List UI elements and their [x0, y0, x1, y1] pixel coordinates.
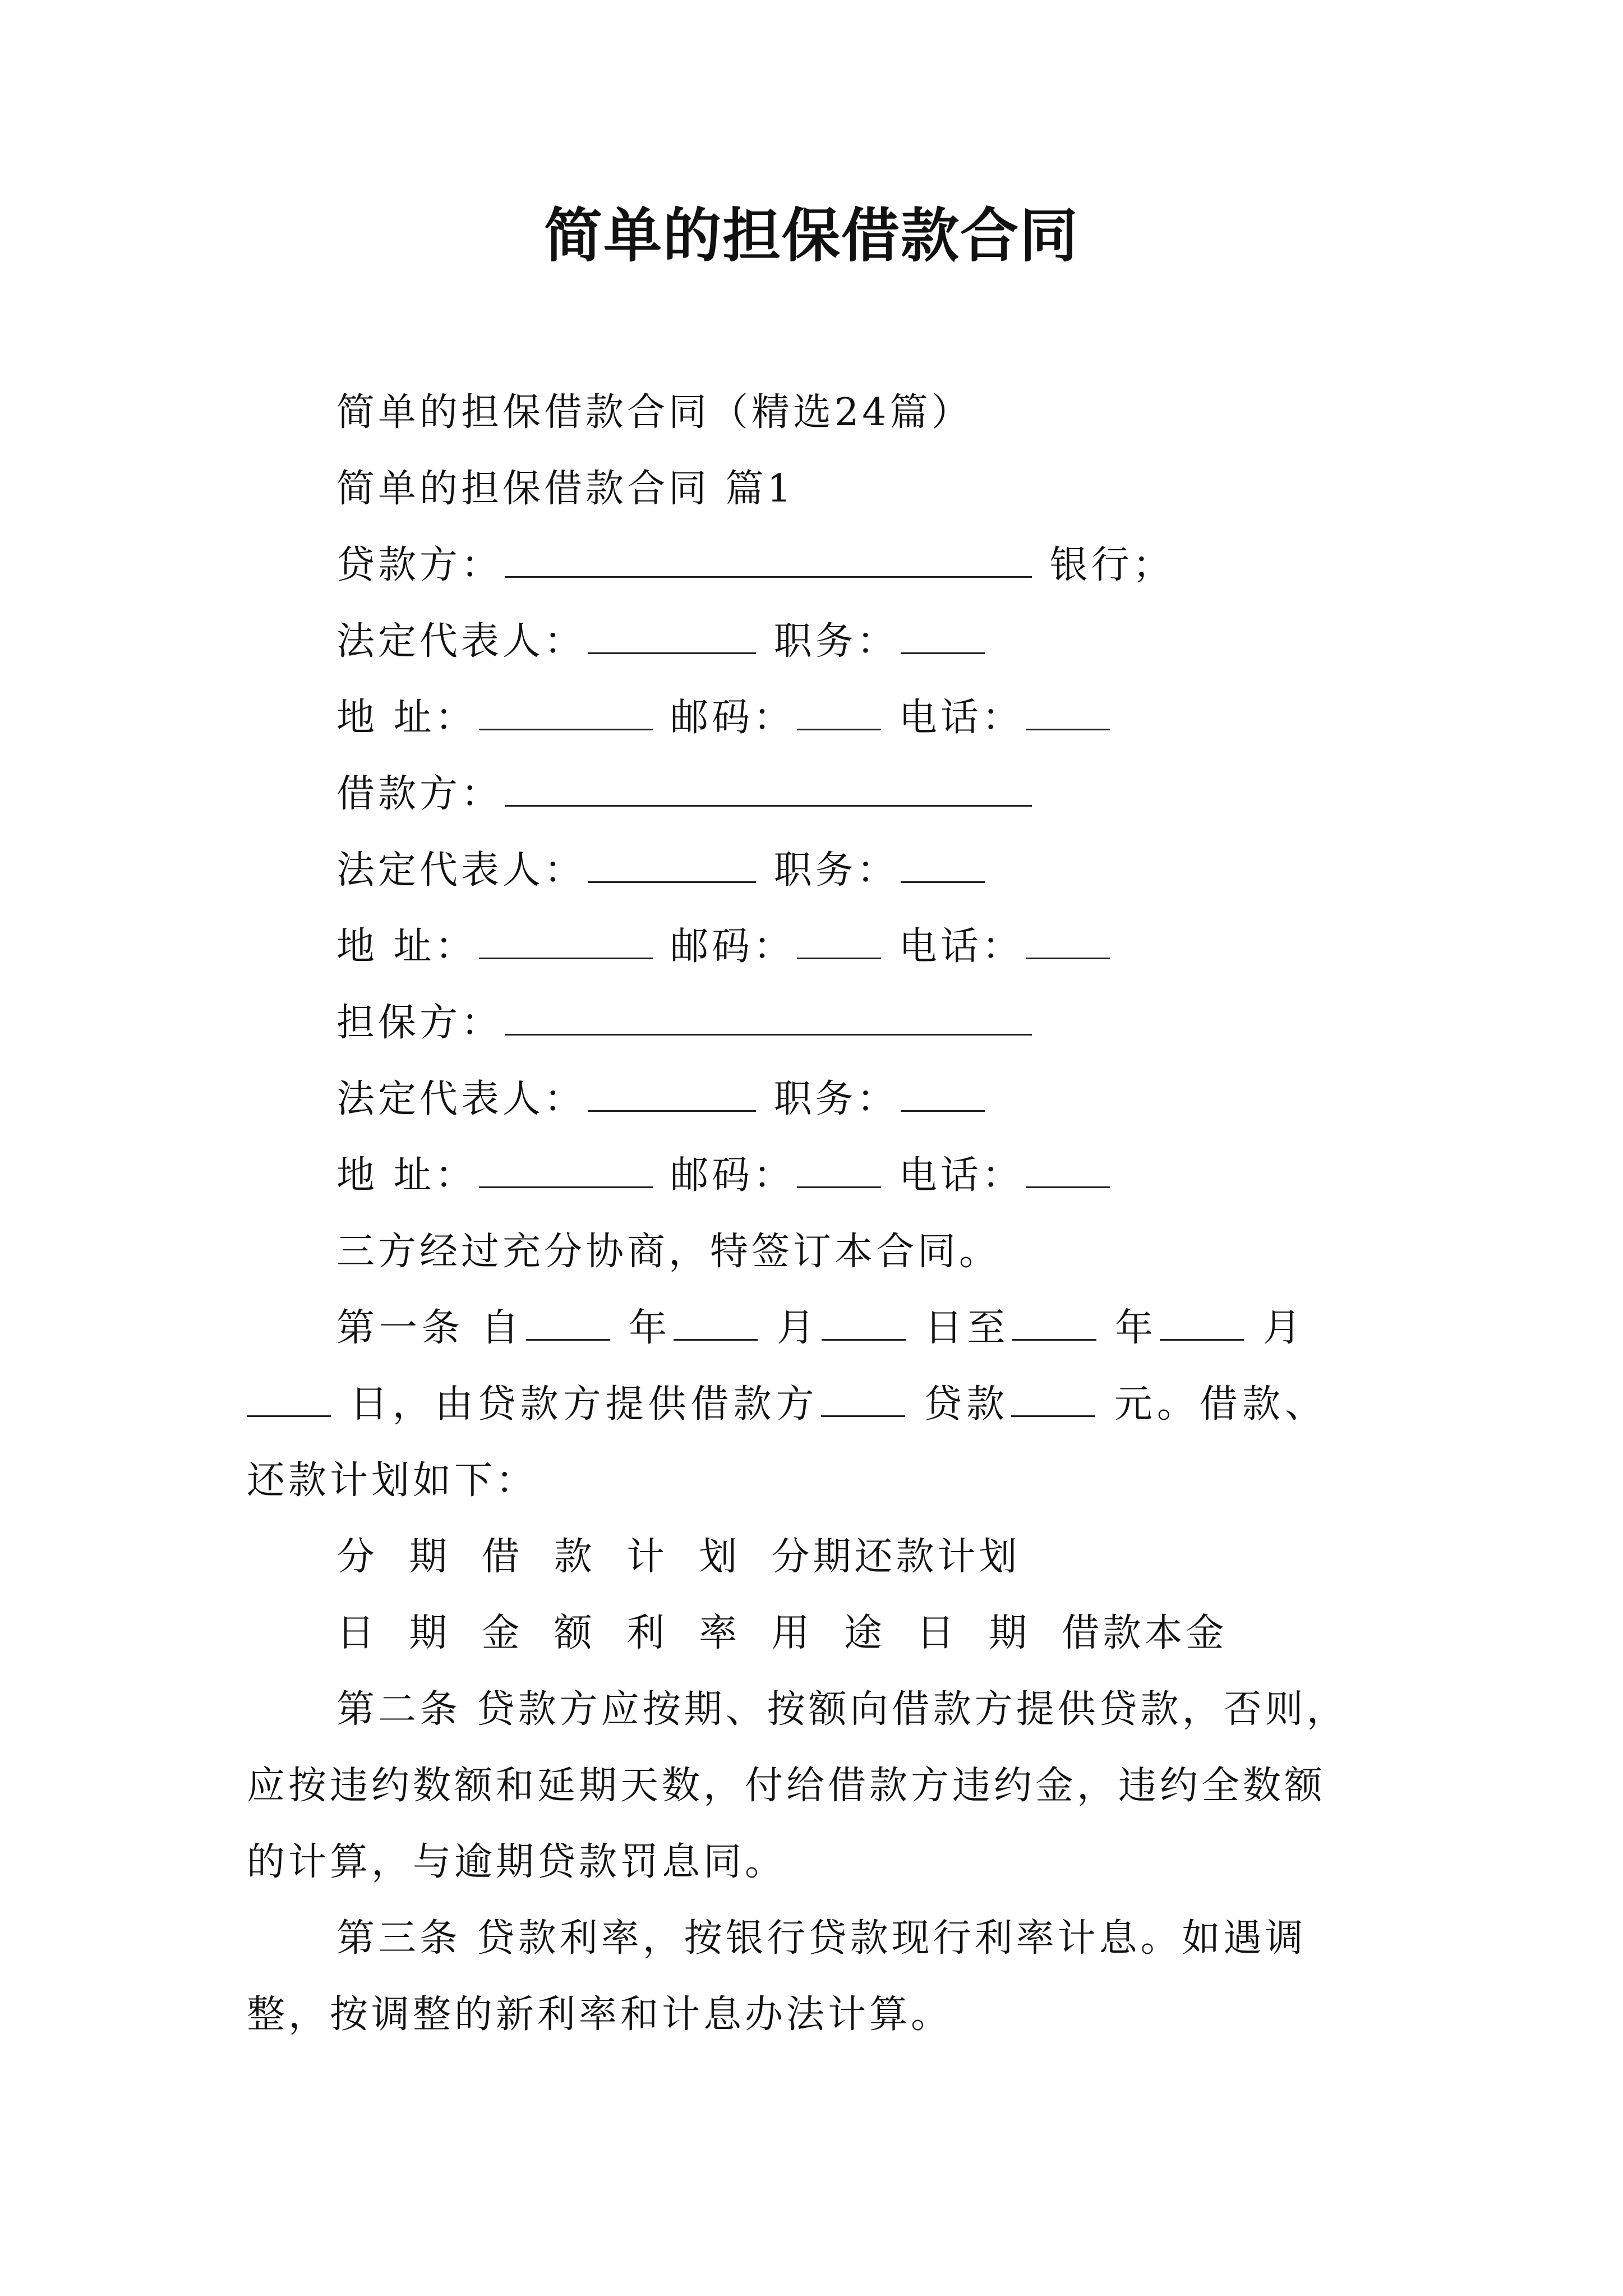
article2-line3: 的计算，与逾期贷款罚息同。 — [247, 1840, 787, 1884]
lender-row — [336, 537, 1174, 593]
legal-rep-label: 法定代表人： — [336, 1077, 586, 1121]
article1-line2 — [247, 1377, 1327, 1433]
yuan-text: 元。借款、 — [1114, 1382, 1327, 1427]
phone-blank[interactable] — [1026, 923, 1110, 959]
borrower-address-row — [336, 919, 1112, 975]
plan-header-row2 — [336, 1605, 1228, 1662]
plan-cell: 划 — [699, 1535, 741, 1579]
phone-label: 电话： — [898, 1153, 1023, 1198]
month-label: 月 — [776, 1306, 819, 1350]
start-year-blank[interactable] — [526, 1304, 610, 1341]
plan-cell: 日 — [916, 1611, 958, 1655]
plan-cell: 金 — [481, 1611, 523, 1655]
lender-label: 贷款方： — [336, 543, 503, 587]
plan-cell: 率 — [699, 1611, 741, 1655]
legal-rep-blank[interactable] — [588, 618, 756, 654]
plan-cell: 途 — [843, 1611, 886, 1655]
plan-tail: 分期还款计划 — [771, 1535, 1021, 1579]
subtitle: 简单的担保借款合同（精选24篇） — [336, 390, 973, 435]
article3-line1: 第三条 贷款利率，按银行贷款现行利率计息。如遇调 — [336, 1916, 1307, 1961]
plan-tail: 借款本金 — [1061, 1611, 1228, 1655]
article1-line1 — [336, 1300, 1306, 1356]
position-label: 职务： — [773, 1077, 898, 1121]
year-label: 年 — [1115, 1306, 1158, 1350]
postcode-label: 邮码： — [670, 696, 795, 740]
plan-cell: 款 — [554, 1535, 596, 1579]
legal-rep-blank[interactable] — [588, 1075, 756, 1112]
article1-day-text: 日，由贷款方提供借款方 — [349, 1382, 819, 1427]
guarantor-rep-row — [336, 1071, 987, 1128]
postcode-label: 邮码： — [670, 1153, 795, 1198]
borrower-label: 借款方： — [336, 772, 503, 816]
plan-cell: 额 — [554, 1611, 596, 1655]
address-blank[interactable] — [479, 923, 653, 959]
borrower-row — [336, 766, 1034, 822]
document-title: 简单的担保借款合同 — [543, 201, 1079, 270]
phone-blank[interactable] — [1026, 694, 1110, 730]
day-to-label: 日至 — [924, 1306, 1010, 1350]
legal-rep-blank[interactable] — [588, 846, 756, 883]
month-label: 月 — [1262, 1306, 1306, 1350]
article1-start: 第一条 自 — [336, 1306, 524, 1350]
address-label: 地 址： — [336, 696, 477, 740]
article1-line3: 还款计划如下： — [247, 1458, 538, 1503]
guarantor-row — [336, 995, 1034, 1051]
lender-name-blank[interactable] — [505, 541, 1032, 578]
guarantor-address-row — [336, 1148, 1112, 1204]
plan-header-row1 — [336, 1529, 1021, 1585]
plan-cell: 分 — [336, 1535, 379, 1579]
lender-address-row — [336, 690, 1112, 746]
loan-label: 贷款 — [924, 1382, 1009, 1427]
loan-type-blank[interactable] — [821, 1381, 905, 1417]
plan-cell: 期 — [409, 1611, 451, 1655]
end-year-blank[interactable] — [1012, 1304, 1096, 1341]
plan-cell: 借 — [481, 1535, 523, 1579]
guarantor-label: 担保方： — [336, 1001, 503, 1045]
bank-suffix: 银行； — [1049, 543, 1174, 587]
plan-cell: 利 — [626, 1611, 668, 1655]
plan-cell: 日 — [336, 1611, 379, 1655]
position-blank[interactable] — [901, 1075, 985, 1112]
year-label: 年 — [629, 1306, 672, 1350]
agreement-line: 三方经过充分协商，特签订本合同。 — [336, 1230, 1001, 1274]
address-blank[interactable] — [479, 1152, 653, 1188]
article3-line2: 整，按调整的新利率和计息办法计算。 — [247, 1993, 953, 2037]
end-month-blank[interactable] — [1160, 1304, 1244, 1341]
legal-rep-label: 法定代表人： — [336, 848, 586, 892]
plan-cell: 期 — [989, 1611, 1031, 1655]
plan-cell: 用 — [771, 1611, 813, 1655]
borrower-name-blank[interactable] — [505, 770, 1032, 807]
article2-line1: 第二条 贷款方应按期、按额向借款方提供贷款，否则， — [336, 1687, 1348, 1732]
plan-cell: 计 — [626, 1535, 668, 1579]
section-heading: 简单的担保借款合同 篇1 — [336, 467, 795, 511]
postcode-blank[interactable] — [797, 923, 881, 959]
borrower-rep-row — [336, 843, 987, 899]
position-blank[interactable] — [901, 846, 985, 883]
phone-label: 电话： — [898, 924, 1023, 969]
position-blank[interactable] — [901, 618, 985, 654]
start-month-blank[interactable] — [674, 1304, 758, 1341]
start-day-blank[interactable] — [822, 1304, 906, 1341]
plan-cell: 期 — [409, 1535, 451, 1579]
article2-line2: 应按违约数额和延期天数，付给借款方违约金，违约全数额 — [247, 1764, 1326, 1808]
lender-rep-row — [336, 614, 987, 670]
phone-blank[interactable] — [1026, 1152, 1110, 1188]
postcode-blank[interactable] — [797, 694, 881, 730]
position-label: 职务： — [773, 848, 898, 892]
legal-rep-label: 法定代表人： — [336, 619, 586, 664]
address-blank[interactable] — [479, 694, 653, 730]
postcode-label: 邮码： — [670, 924, 795, 969]
phone-label: 电话： — [898, 696, 1023, 740]
loan-amount-blank[interactable] — [1011, 1381, 1095, 1417]
end-day-blank[interactable] — [247, 1381, 331, 1417]
guarantor-name-blank[interactable] — [505, 999, 1032, 1036]
postcode-blank[interactable] — [797, 1152, 881, 1188]
position-label: 职务： — [773, 619, 898, 664]
address-label: 地 址： — [336, 1153, 477, 1198]
address-label: 地 址： — [336, 924, 477, 969]
